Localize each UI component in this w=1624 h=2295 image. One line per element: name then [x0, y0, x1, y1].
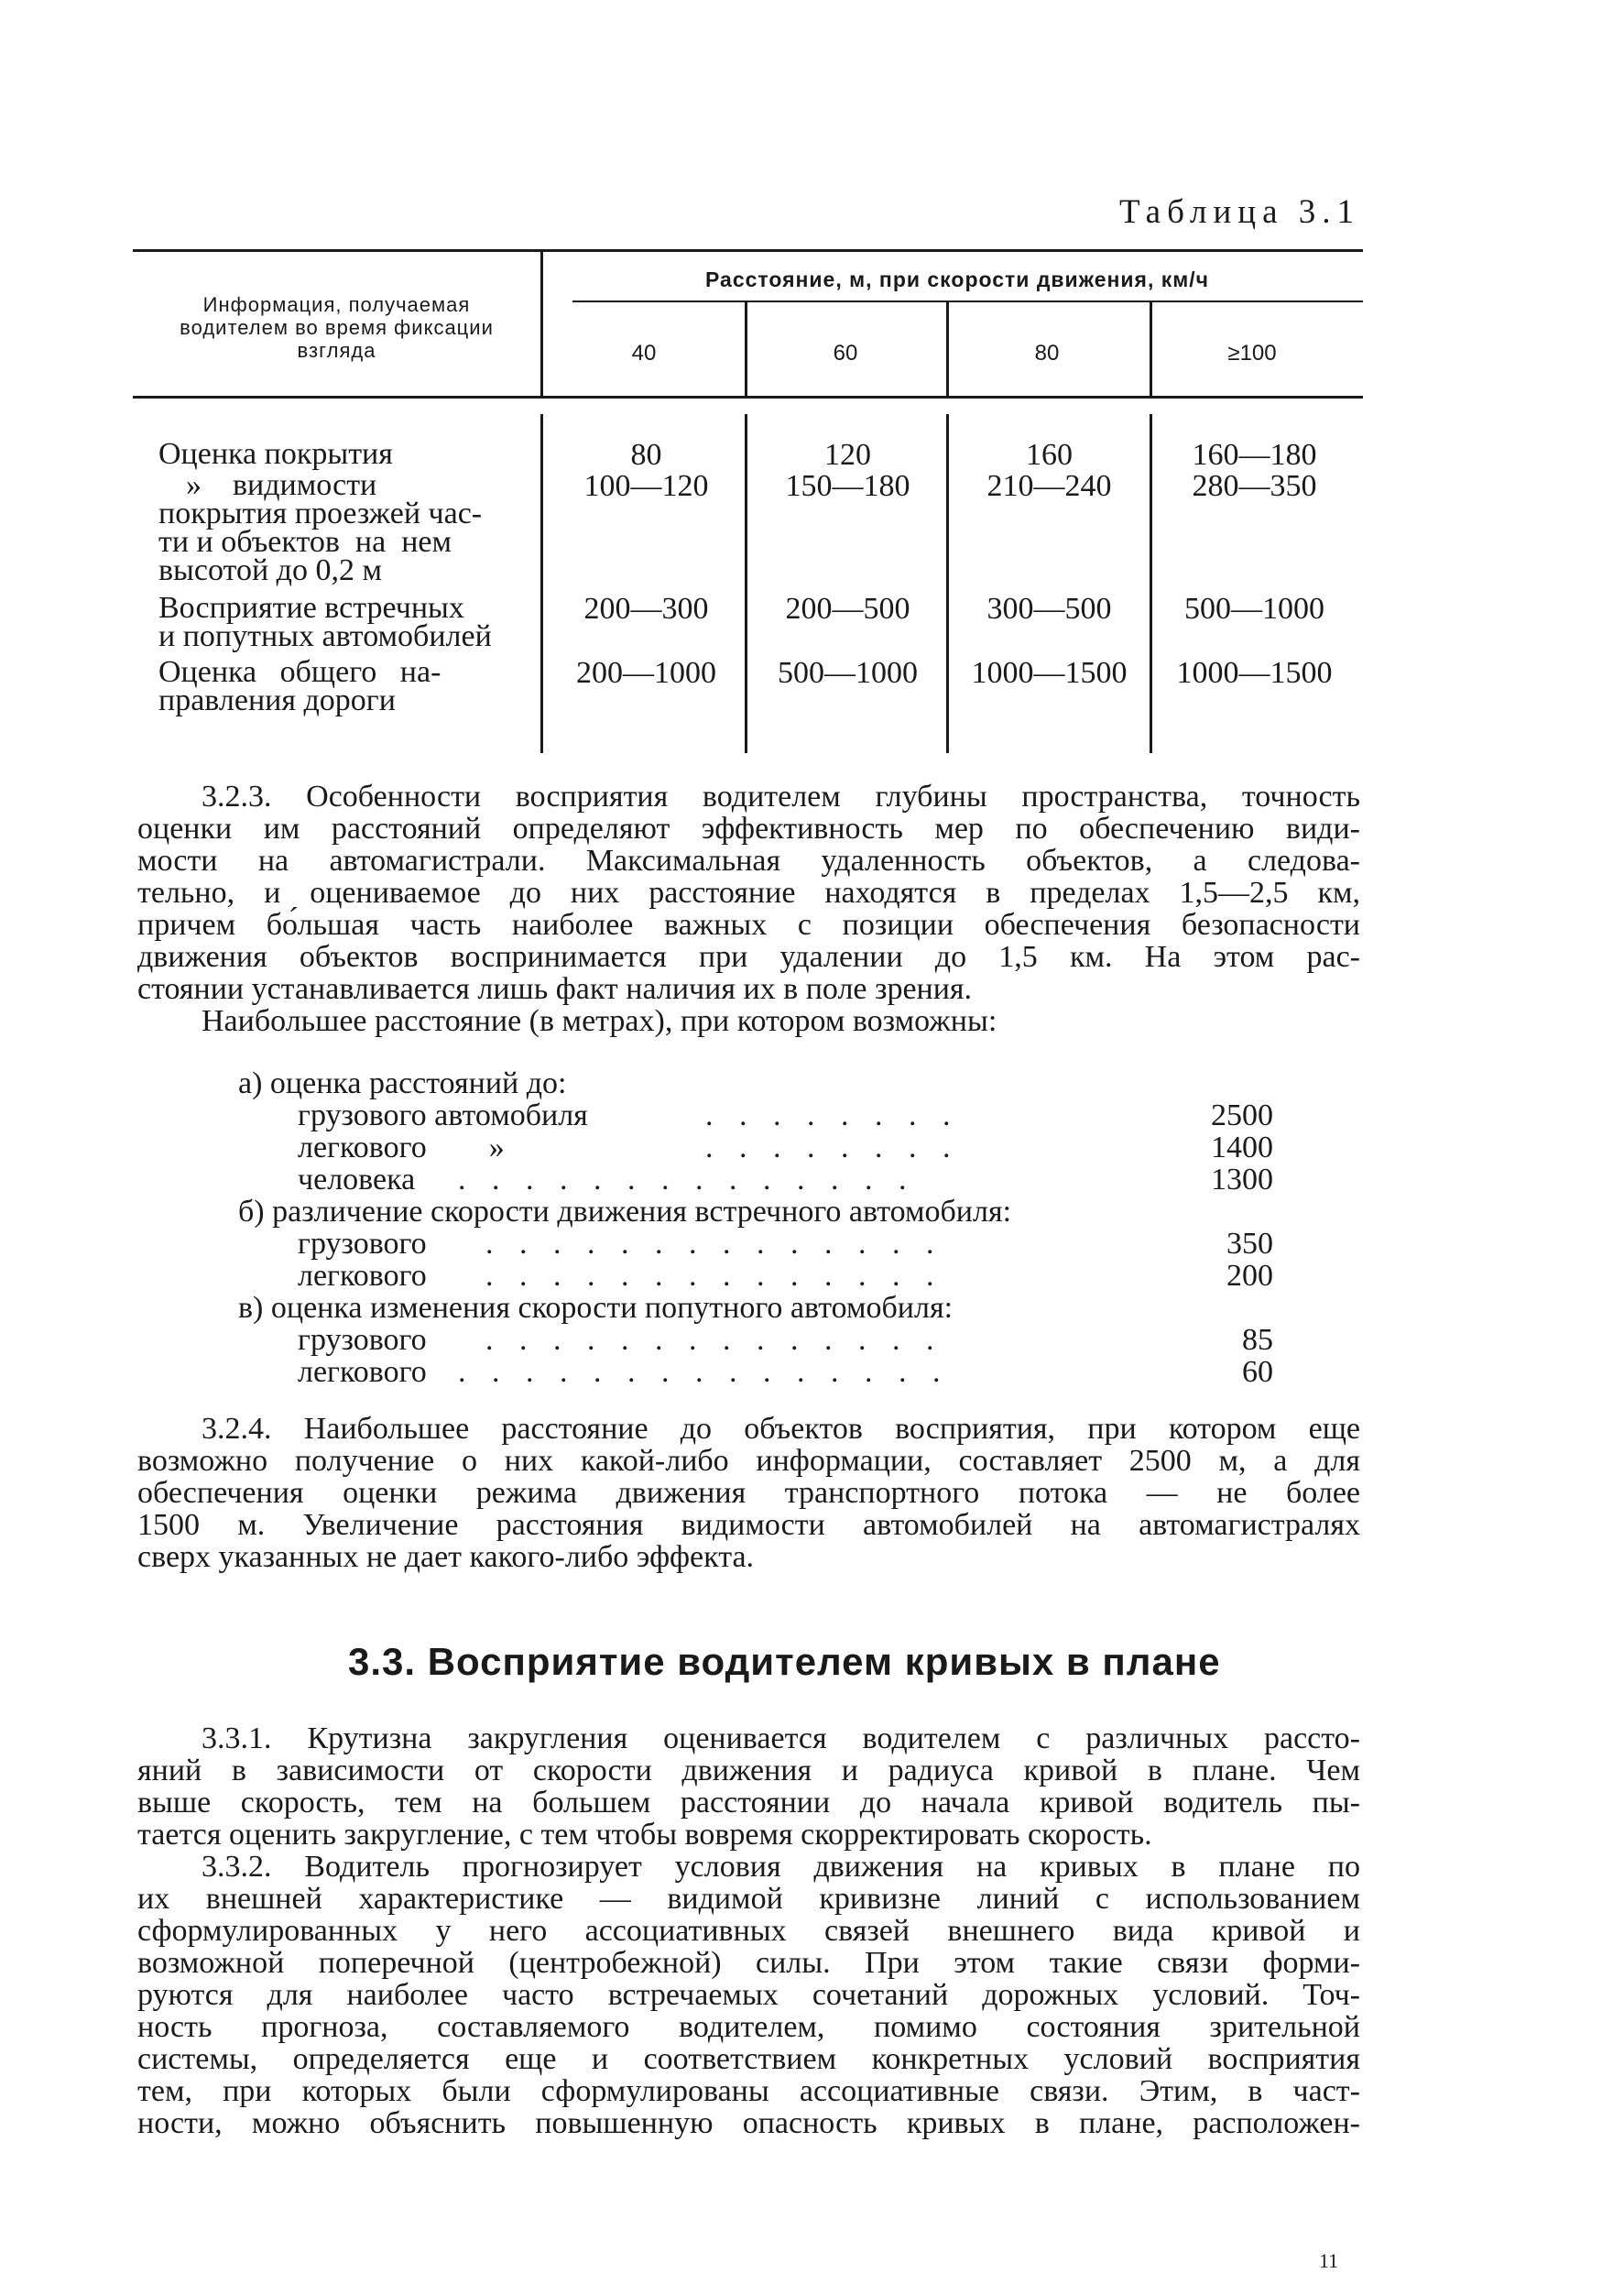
text-line: 3.3.1. Крутизна закругления оценивается водителем с различных рассто- — [202, 1721, 1360, 1755]
list-item — [137, 1099, 1273, 1131]
list-item-value: 2500 — [1211, 1098, 1273, 1132]
list-item-text: человека — [298, 1163, 416, 1197]
header-info-line: Информация, получаемая — [202, 293, 471, 316]
list-item-value: 1400 — [1211, 1131, 1273, 1164]
list-item — [137, 1356, 1273, 1388]
row-label-line: правления дороги — [158, 683, 396, 717]
header-speed: 80 — [1034, 341, 1060, 366]
table-cell: 500—1000 — [1184, 592, 1324, 626]
text-line: оценки им расстояний определяют эффективность мер по обеспечению види- — [137, 812, 1360, 846]
list-item-text: легкового — [298, 1355, 427, 1389]
row-label-line: ти и объектов на нем — [158, 525, 452, 559]
text-line: их внешней характеристике — видимой кривизне линий с использованием — [137, 1882, 1360, 1916]
table-caption: Таблица 3.1 — [1119, 193, 1360, 231]
distance-list — [137, 1067, 1273, 1388]
list-item-value: 60 — [1242, 1355, 1273, 1389]
paragraph-3-2-3 — [137, 781, 1360, 1037]
list-item-value: 200 — [1226, 1259, 1273, 1293]
text-line: возможно получение о них какой-либо информации, составляет 2500 м, а для — [137, 1444, 1360, 1478]
row-label-line: Восприятие встречных — [158, 591, 464, 625]
list-item — [137, 1324, 1273, 1356]
text-line: яний в зависимости от скорости движения и радиуса кривой в плане. Чем — [137, 1754, 1360, 1787]
table-cell: 160 — [1026, 438, 1073, 472]
data-table — [133, 249, 1363, 753]
list-item — [137, 1260, 1273, 1292]
list-item-value: 350 — [1226, 1227, 1273, 1261]
leader-dots: . . . . . . . . . . . . . . — [485, 1259, 943, 1293]
header-info-line: взгляда — [297, 339, 376, 362]
row-label-line: и попутных автомобилей — [158, 619, 492, 653]
table-cell: 1000—1500 — [971, 656, 1128, 690]
list-item-text: в) оценка изменения скорости попутного автомобиля: — [238, 1291, 954, 1325]
table-cell: 200—500 — [785, 592, 910, 626]
leader-dots: . . . . . . . . — [705, 1131, 960, 1164]
table-cell: 280—350 — [1192, 469, 1317, 503]
table-cell: 120 — [824, 438, 871, 472]
row-label-line: Оценка покрытия — [158, 437, 393, 471]
text-line: стоянии устанавливается лишь факт наличия их в поле зрения. — [137, 972, 973, 1006]
list-item — [137, 1067, 1273, 1099]
table-cell: 160—180 — [1192, 438, 1317, 472]
text-line: ности, можно объяснить повышенную опасность кривых в плане, расположен- — [137, 2106, 1360, 2140]
list-item-text: легкового — [298, 1259, 427, 1293]
list-item-text: грузового — [298, 1227, 427, 1261]
text-line: тельно, и оцениваемое до них расстояние находятся в пределах 1,5—2,5 км, — [137, 876, 1360, 910]
text-line: сверх указанных не дает какого-либо эффекта. — [137, 1540, 755, 1574]
text-line: выше скорость, тем на большем расстоянии до начала кривой водитель пы- — [137, 1786, 1360, 1820]
list-item-text: легкового » — [298, 1131, 505, 1164]
text-line: руются для наиболее часто встречаемых сочетаний дорожных условий. Точ- — [137, 1978, 1360, 2012]
text-line: 3.3.2. Водитель прогнозирует условия движения на кривых в плане по — [202, 1850, 1360, 1884]
text-line: движения объектов воспринимается при удалении до 1,5 км. На этом рас- — [137, 940, 1360, 974]
leader-dots: . . . . . . . . — [705, 1098, 960, 1132]
paragraph-3-3-2 — [137, 1851, 1360, 2139]
list-item-value: 85 — [1242, 1323, 1273, 1357]
list-intro: Наибольшее расстояние (в метрах), при котором возможны: — [202, 1004, 997, 1038]
text-line: мости на автомагистрали. Максимальная удаленность объектов, а следова- — [137, 844, 1360, 878]
leader-dots: . . . . . . . . . . . . . . — [458, 1163, 916, 1197]
text-line: причем бо́льшая часть наиболее важных с позиции обеспечения безопасности — [137, 908, 1360, 942]
row-label — [158, 655, 561, 717]
list-item — [137, 1292, 1273, 1324]
row-label — [158, 591, 561, 653]
header-divider — [540, 249, 543, 396]
table-cell: 200—1000 — [576, 656, 716, 690]
list-item-text: грузового автомобиля — [298, 1098, 588, 1132]
header-info-line: водителем во время фиксации — [180, 316, 494, 339]
leader-dots: . . . . . . . . . . . . . . . — [458, 1355, 950, 1389]
list-item — [137, 1228, 1273, 1260]
table-cell: 210—240 — [986, 469, 1112, 503]
text-line: обеспечения оценки режима движения транспортного потока — не более — [137, 1476, 1360, 1510]
row-label — [158, 468, 561, 587]
header-bottom-rule — [133, 396, 1363, 399]
section-title: 3.3. Восприятие водителем кривых в плане — [348, 1640, 1221, 1683]
table-cell: 80 — [630, 438, 662, 472]
paragraph-3-3-1 — [137, 1722, 1360, 1851]
row-label-line: покрытия проезжей час- — [158, 497, 483, 530]
header-speed: 60 — [833, 341, 858, 366]
list-item-value: 1300 — [1211, 1163, 1273, 1197]
text-line: 1500 м. Увеличение расстояния видимости автомобилей на автомагистралях — [137, 1508, 1360, 1542]
row-label-line: высотой до 0,2 м — [158, 553, 382, 587]
text-line: 3.2.4. Наибольшее расстояние до объектов восприятия, при котором еще — [202, 1412, 1360, 1446]
table-cell: 150—180 — [785, 469, 910, 503]
table-top-rule — [133, 249, 1363, 252]
row-label-line: » видимости — [186, 468, 377, 502]
text-line: ность прогноза, составляемого водителем, помимо состояния зрительной — [137, 2010, 1360, 2044]
list-item — [137, 1131, 1273, 1164]
text-line: тается оценить закругление, с тем чтобы вовремя скорректировать скорость. — [137, 1818, 1152, 1852]
table-cell: 500—1000 — [778, 656, 918, 690]
header-subrule — [572, 301, 1363, 302]
table-cell: 300—500 — [986, 592, 1112, 626]
row-label-line: Оценка общего на- — [158, 655, 441, 689]
header-info — [133, 293, 540, 362]
header-speed: ≥100 — [1227, 341, 1277, 366]
page-number: 11 — [1319, 2249, 1339, 2272]
table-cell: 200—300 — [583, 592, 709, 626]
list-item-text: грузового — [298, 1323, 427, 1357]
leader-dots: . . . . . . . . . . . . . . — [485, 1227, 943, 1261]
text-line: 3.2.3. Особенности восприятия водителем глубины пространства, точность — [202, 780, 1360, 814]
text-line: тем, при которых были сформулированы ассоциативные связи. Этим, в част- — [137, 2074, 1360, 2108]
list-item-text: а) оценка расстояний до: — [238, 1066, 567, 1100]
text-line: сформулированных у него ассоциативных связей внешнего вида кривой и — [137, 1914, 1360, 1948]
list-item — [137, 1196, 1273, 1228]
leader-dots: . . . . . . . . . . . . . . — [485, 1323, 943, 1357]
table-cell: 100—120 — [583, 469, 709, 503]
text-line: возможной поперечной (центробежной) силы. При этом такие связи форми- — [137, 1946, 1360, 1980]
header-speed: 40 — [631, 341, 657, 366]
paragraph-3-2-4 — [137, 1413, 1360, 1573]
row-label — [158, 437, 561, 471]
list-item-text: б) различение скорости движения встречного автомобиля: — [238, 1195, 1012, 1229]
header-distance: Расстояние, м, при скорости движения, км/ч — [704, 268, 1209, 291]
table-cell: 1000—1500 — [1176, 656, 1333, 690]
text-line: системы, определяется еще и соответствием конкретных условий восприятия — [137, 2042, 1360, 2076]
list-item — [137, 1164, 1273, 1196]
